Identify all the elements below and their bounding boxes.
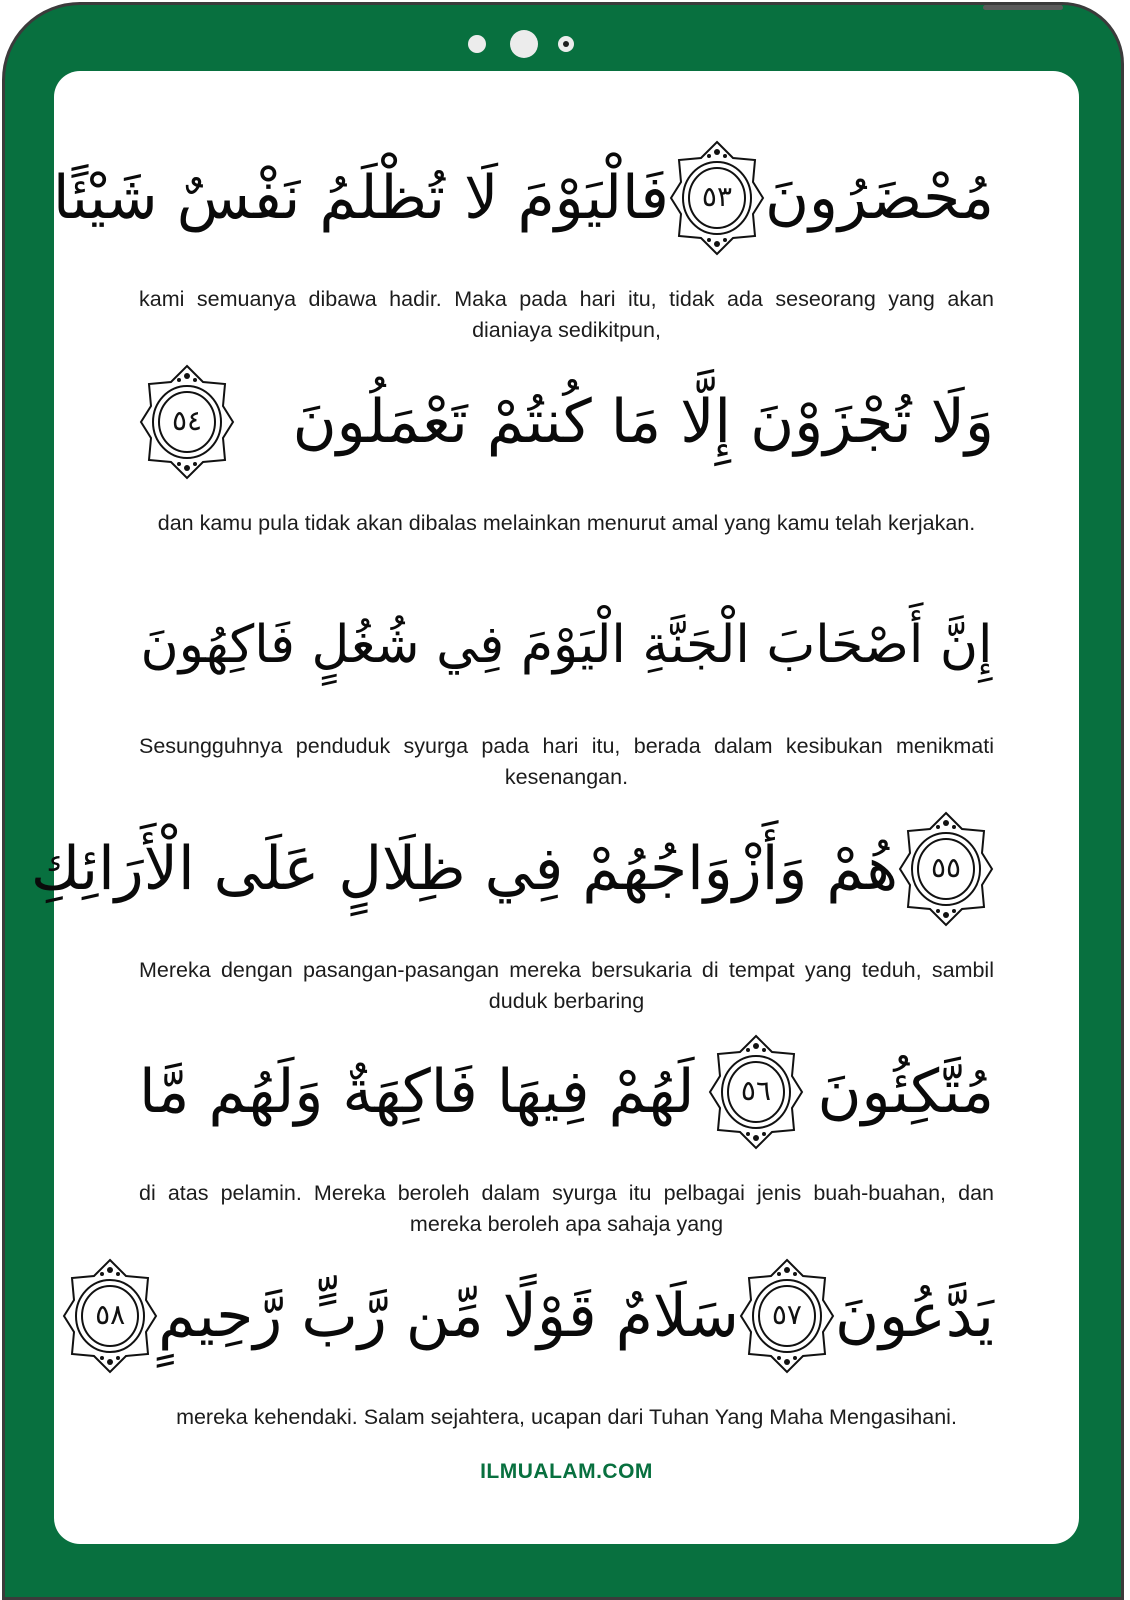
power-button[interactable] bbox=[983, 5, 1063, 10]
arabic-text: مُحْضَرُونَ bbox=[764, 163, 994, 233]
ayah-marker bbox=[139, 360, 235, 484]
arabic-text: مُتَّكِئُونَ bbox=[817, 1057, 994, 1127]
translation-text: mereka kehendaki. Salam sejahtera, ucapan dari Tuhan Yang Maha Mengasihani. bbox=[176, 1405, 957, 1429]
ayah-marker bbox=[62, 1254, 158, 1378]
arabic-text: سَلَامٌ قَوْلًا مِّن رَّبٍّ رَّحِيمٍ bbox=[158, 1281, 739, 1351]
translation-text: Sesungguhnya penduduk syurga pada hari itu, berada dalam kesibukan menikmati kesenangan. bbox=[139, 734, 994, 789]
ayah-number: ٥٨ bbox=[95, 1298, 126, 1331]
arabic-line bbox=[139, 1012, 994, 1172]
ayah-marker bbox=[669, 136, 765, 260]
ayah-marker bbox=[898, 807, 994, 931]
translation-text: Mereka dengan pasangan-pasangan mereka bersukaria di tempat yang teduh, sambil duduk berbaring bbox=[139, 958, 994, 1013]
verse-block bbox=[52, 118, 994, 346]
ayah-number: ٥٤ bbox=[171, 404, 203, 437]
arabic-text: لَهُمْ فِيهَا فَاكِهَةٌ وَلَهُم مَّا bbox=[139, 1057, 695, 1127]
arabic-line bbox=[139, 565, 994, 725]
ayah-number: ٥٣ bbox=[701, 180, 732, 213]
arabic-line bbox=[95, 1236, 994, 1396]
translation-text: dan kamu pula tidak akan dibalas melainkan menurut amal yang kamu telah kerjakan. bbox=[157, 511, 976, 535]
verse-block bbox=[139, 1012, 994, 1240]
verse-block bbox=[139, 342, 994, 539]
website-link[interactable]: ILMUALAM.COM bbox=[480, 1460, 653, 1483]
ayah-marker bbox=[739, 1254, 835, 1378]
verse-block bbox=[30, 789, 994, 1017]
ayah-number: ٥٦ bbox=[740, 1074, 771, 1107]
arabic-line bbox=[30, 789, 994, 949]
ayah-number: ٥٧ bbox=[771, 1298, 802, 1331]
arabic-text: فَالْيَوْمَ لَا تُظْلَمُ نَفْسٌ شَيْئًا bbox=[52, 163, 669, 233]
arabic-text: إِنَّ أَصْحَابَ الْجَنَّةِ الْيَوْمَ فِي شُغُلٍ فَاكِهُونَ bbox=[140, 615, 993, 675]
camera-lens bbox=[558, 36, 574, 52]
ayah-number: ٥٥ bbox=[930, 851, 962, 884]
front-camera bbox=[510, 30, 538, 58]
translation-text: kami semuanya dibawa hadir. Maka pada hari itu, tidak ada seseorang yang akan dianiaya sedikitpun, bbox=[139, 287, 994, 342]
ayah-marker bbox=[708, 1030, 804, 1154]
arabic-text: هُمْ وَأَزْوَاجُهُمْ فِي ظِلَالٍ عَلَى الْأَرَائِكِ bbox=[30, 834, 898, 904]
verse-block bbox=[139, 565, 994, 793]
arabic-text: يَدَّعُونَ bbox=[834, 1281, 994, 1351]
sensor-dot bbox=[468, 35, 486, 53]
verse-block bbox=[95, 1236, 994, 1433]
arabic-text: وَلَا تُجْزَوْنَ إِلَّا مَا كُنتُمْ تَعْمَلُونَ bbox=[292, 387, 994, 457]
tablet-frame bbox=[2, 2, 1124, 1600]
arabic-line bbox=[52, 118, 994, 278]
translation-text: di atas pelamin. Mereka beroleh dalam syurga itu pelbagai jenis buah-buahan, dan mereka beroleh apa sahaja yang bbox=[139, 1181, 994, 1236]
screen bbox=[30, 71, 1079, 1544]
arabic-line bbox=[139, 342, 994, 502]
